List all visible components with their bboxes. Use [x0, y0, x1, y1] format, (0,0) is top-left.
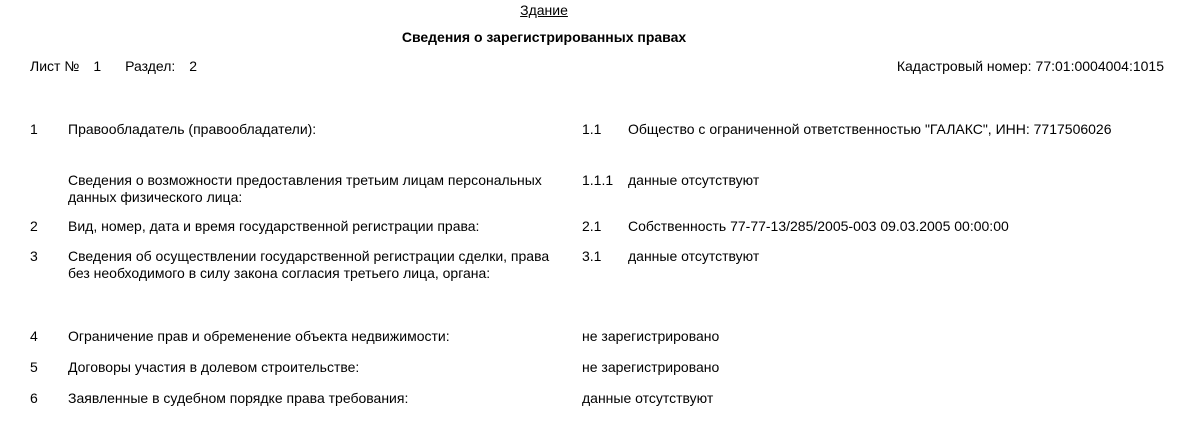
row-value: данные отсутствуют — [628, 248, 760, 264]
row-sub-number: 1.1 — [582, 121, 602, 137]
row-label: Сведения об осуществлении государственной регистрации сделки, права без необходимого в силу закона согласия третьего лица, органа: — [68, 248, 550, 281]
row-sub-number: 1.1.1 — [582, 172, 614, 188]
page-title: Сведения о зарегистрированных правах — [401, 29, 687, 45]
row-value: данные отсутствуют — [628, 172, 760, 188]
sheet-info — [30, 58, 197, 75]
row-label: Ограничение прав и обременение объекта недвижимости: — [68, 328, 450, 344]
row-sub-number: 2.1 — [582, 218, 602, 234]
table-row — [30, 328, 1164, 345]
row-value: не зарегистрировано — [582, 359, 720, 375]
row-number: 2 — [30, 218, 38, 234]
row-sub-number: 3.1 — [582, 248, 602, 264]
row-number: 5 — [30, 359, 38, 375]
row-value: не зарегистрировано — [582, 328, 720, 344]
sheet-label: Лист № — [30, 58, 80, 74]
section-number: 2 — [189, 58, 198, 74]
row-label: Договоры участия в долевом строительстве: — [68, 359, 360, 375]
row-label: Сведения о возможности предоставления третьим лицам персональных данных физического лица: — [68, 172, 542, 205]
row-number: 3 — [30, 248, 38, 264]
sheet-number: 1 — [93, 58, 102, 74]
row-value: Собственность 77-77-13/285/2005-003 09.03.2005 00:00:00 — [628, 218, 1009, 234]
row-number: 1 — [30, 121, 38, 137]
table-row — [30, 248, 1164, 282]
cadastral-value: 77:01:0004004:1015 — [1035, 58, 1164, 74]
object-type-title: Здание — [520, 2, 568, 18]
table-row — [30, 390, 1164, 407]
row-label: Заявленные в судебном порядке права требования: — [68, 390, 409, 406]
row-number: 4 — [30, 328, 38, 344]
table-row — [30, 172, 1164, 206]
row-label: Вид, номер, дата и время государственной регистрации права: — [68, 218, 480, 234]
cadastral-number — [897, 58, 1164, 75]
table-row — [30, 218, 1164, 235]
cadastral-label: Кадастровый номер: — [896, 58, 1032, 74]
table-row — [30, 121, 1164, 138]
row-value: Общество с ограниченной ответственностью "ГАЛАКС", ИНН: 7717506026 — [628, 121, 1112, 137]
row-value: данные отсутствуют — [582, 390, 714, 406]
meta-row — [30, 58, 1164, 75]
section-label: Раздел: — [125, 58, 176, 74]
table-row — [30, 359, 1164, 376]
row-label: Правообладатель (правообладатели): — [68, 121, 317, 137]
row-number: 6 — [30, 390, 38, 406]
